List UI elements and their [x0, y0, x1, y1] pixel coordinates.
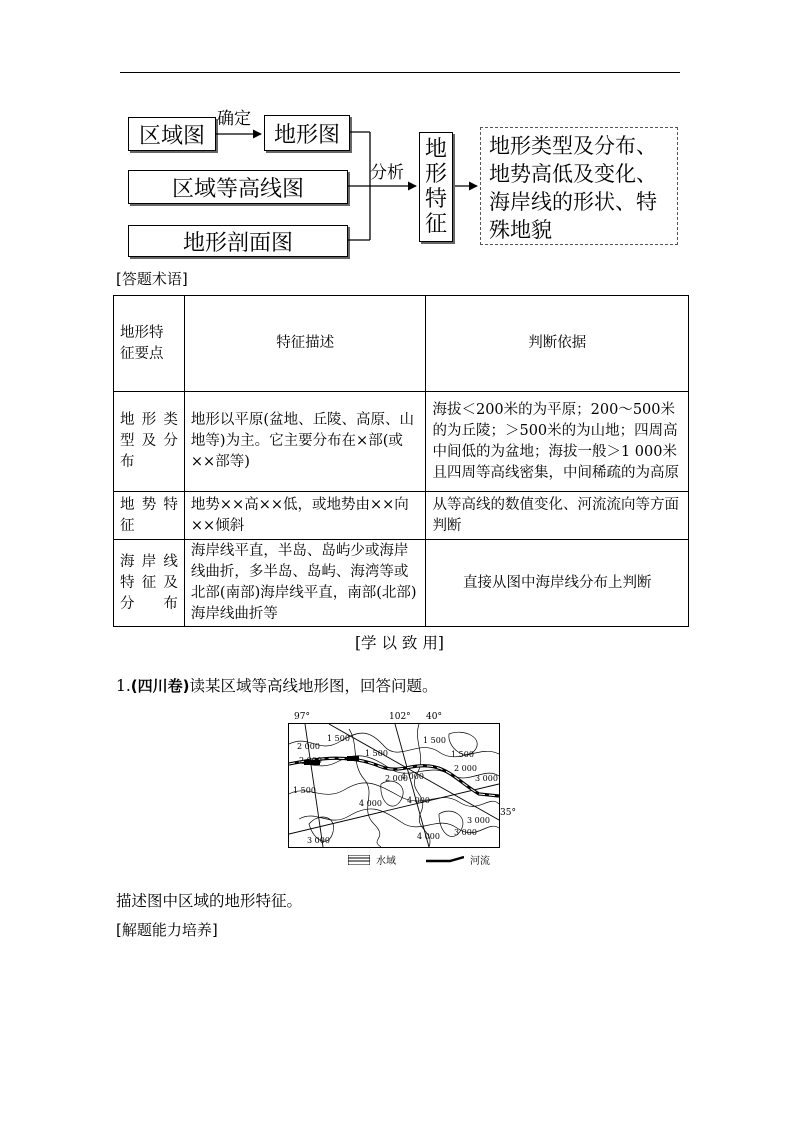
- contour-map: [288, 723, 500, 848]
- features-char: 征: [424, 212, 447, 237]
- table-cell-basis: 海拔＜200米的为平原；200～500米的为丘陵；＞500米的为山地；四周高中间低的为盆地；海拔一般＞1 000米且四周等高线密集，中间稀疏的为高原: [426, 392, 689, 492]
- contour-label: 3 000: [454, 828, 477, 837]
- table-row: [114, 492, 689, 540]
- legend-river-label: 河流: [470, 856, 490, 867]
- question-source: (四川卷): [130, 677, 190, 695]
- result-line: 地形类型及分布、: [489, 134, 657, 158]
- flow-connectors: [0, 0, 800, 270]
- table-cell-basis: 直接从图中海岸线分布上判断: [426, 540, 689, 627]
- flow-box-label: 区域等高线图: [171, 176, 304, 202]
- question-text: 读某区域等高线地形图，回答问题。: [189, 677, 438, 695]
- contour-label: 1 500: [365, 749, 388, 758]
- table-cell-description: 地势××高××低，或地势由××向××倾斜: [184, 492, 426, 540]
- table-row: [114, 392, 689, 492]
- features-char: 特: [424, 187, 447, 212]
- map-lat-label: 35°: [500, 808, 516, 818]
- table-cell-point: 海岸线特征及分布: [114, 540, 185, 627]
- contour-label: 4 000: [407, 796, 430, 805]
- table-header-cell: 地形特征要点: [114, 296, 185, 392]
- water-legend-icon: [348, 855, 370, 865]
- table-row: [114, 540, 689, 627]
- contour-label: 3 000: [467, 816, 490, 825]
- contour-label: 1 500: [451, 750, 474, 759]
- task-text: 描述图中区域的地形特征。: [116, 892, 303, 910]
- contour-label: 1 500: [293, 786, 316, 795]
- table-header-cell: 特征描述: [184, 296, 426, 392]
- map-lon-label: 97°: [294, 712, 310, 722]
- contour-label: 2 000: [297, 742, 320, 751]
- features-char: 形: [424, 162, 447, 187]
- river-legend-icon: [426, 855, 464, 865]
- arrow-label-analyze: 分析: [370, 163, 404, 183]
- flow-box-label: 地形剖面图: [182, 230, 293, 256]
- table-header-cell: 判断依据: [426, 296, 689, 392]
- result-line: 地势高低及变化、: [489, 162, 657, 186]
- flow-box-label: 地形图: [273, 122, 340, 148]
- contour-label: 4 000: [359, 799, 382, 808]
- arrow-label-determine: 确定: [217, 109, 251, 129]
- table-cell-point: 地势特征: [114, 492, 185, 540]
- table-cell-point: 地形类型及分布: [114, 392, 185, 492]
- contour-label: 1 500: [423, 736, 446, 745]
- features-char: 地: [424, 137, 447, 162]
- contour-label: 2 000: [385, 774, 408, 783]
- table-cell-basis: 从等高线的数值变化、河流流向等方面判断: [426, 492, 689, 540]
- contour-label: 3 000: [475, 774, 498, 783]
- apply-heading: [学 以 致 用]: [355, 634, 444, 652]
- contour-label: 2 000: [454, 764, 477, 773]
- map-lat-label: 40°: [426, 712, 442, 722]
- question-line: [116, 674, 438, 696]
- question-number: 1.: [116, 677, 131, 695]
- terms-heading: [答题术语]: [116, 270, 188, 288]
- result-line: 海岸线的形状、特: [489, 190, 657, 214]
- contour-label: 3 000: [307, 836, 330, 845]
- ability-heading: [解题能力培养]: [116, 921, 218, 939]
- contour-label: 2 000: [299, 756, 322, 765]
- contour-label: 4 000: [401, 772, 424, 781]
- flow-box-label: 区域图: [138, 123, 205, 149]
- table-cell-description: 地形以平原(盆地、丘陵、高原、山地等)为主。它主要分布在×部(或××部等): [184, 392, 426, 492]
- contour-label: 1 500: [327, 734, 350, 743]
- table-cell-description: 海岸线平直，半岛、岛屿少或海岸线曲折，多半岛、岛屿、海湾等或北部(南部)海岸线平直，南部(北部)海岸线曲折等: [184, 540, 426, 627]
- legend-water-label: 水域: [376, 856, 396, 867]
- terms-table: [113, 295, 689, 627]
- table-header-row: [114, 296, 689, 392]
- contour-label: 4 000: [417, 832, 440, 841]
- map-legend: [348, 852, 490, 867]
- map-lon-label: 102°: [389, 712, 411, 722]
- result-line: 殊地貌: [489, 218, 552, 242]
